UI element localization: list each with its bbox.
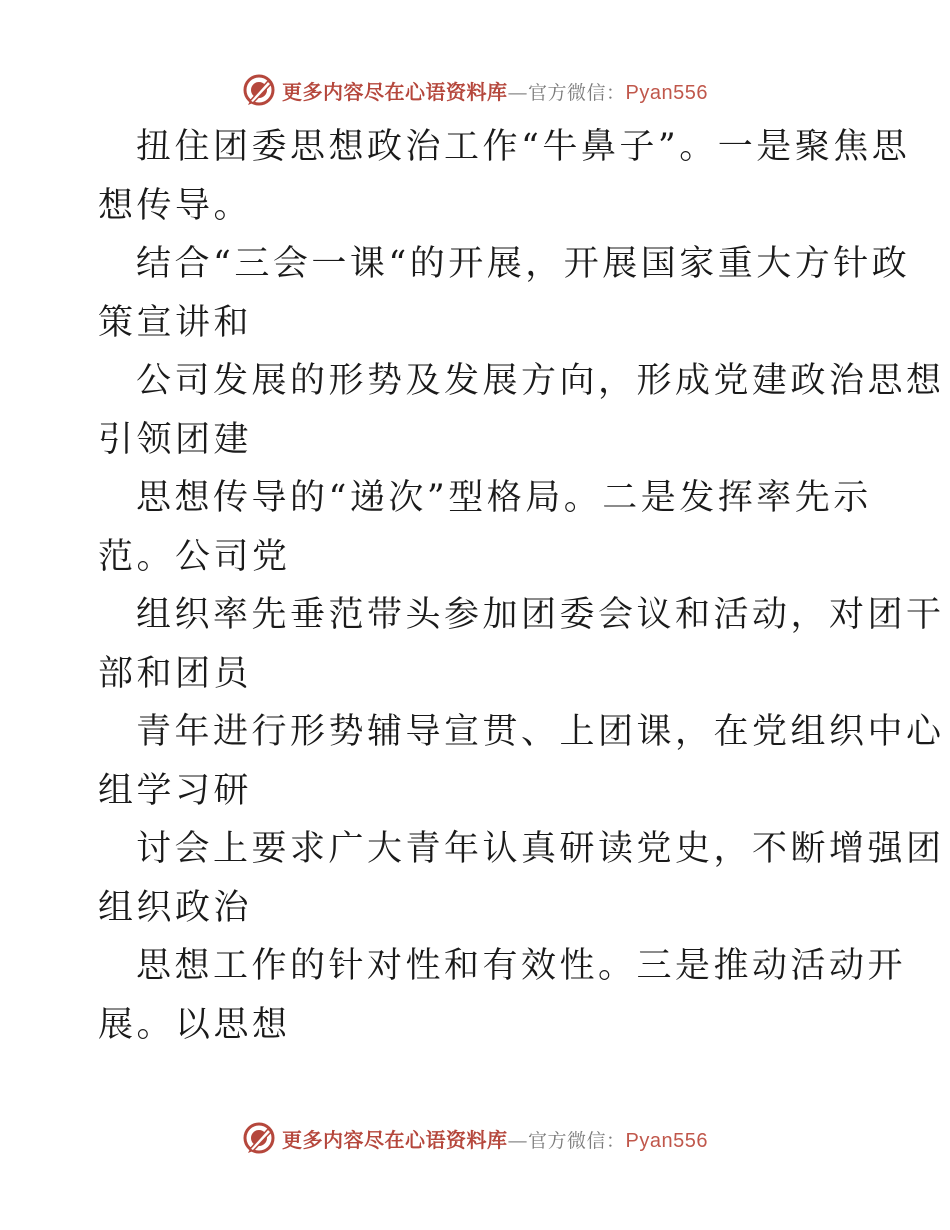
header-text xyxy=(282,76,708,105)
header-wechat-id: Pyan556 xyxy=(625,81,708,104)
body-line: 想传导。 xyxy=(98,185,253,226)
body-line: 部和团员 xyxy=(98,653,253,694)
header-banner xyxy=(0,70,950,110)
body-line: 扭住团委思想政治工作“牛鼻子”。一是聚焦思 xyxy=(136,127,911,167)
header-brand: 更多内容尽在心语资料库 xyxy=(282,79,508,104)
body-line: 思想工作的针对性和有效性。三是推动活动开 xyxy=(136,946,907,986)
header-wechat-label: 官方微信： xyxy=(528,81,626,104)
footer-wechat-id: Pyan556 xyxy=(625,1129,708,1152)
body-line: 展。以思想 xyxy=(98,1004,291,1045)
footer-brand: 更多内容尽在心语资料库 xyxy=(282,1127,508,1152)
footer-dash: — xyxy=(507,1127,528,1152)
body-line: 讨会上要求广大青年认真研读党史，不断增强团 xyxy=(136,829,945,869)
body-line: 组织政治 xyxy=(98,887,253,928)
footer-wechat-label: 官方微信： xyxy=(528,1129,626,1152)
body-line: 范。公司党 xyxy=(98,536,291,577)
body-line: 引领团建 xyxy=(98,419,253,460)
footer-text xyxy=(282,1124,708,1153)
pen-logo-icon xyxy=(242,1121,276,1155)
body-line: 结合“三会一课“的开展，开展国家重大方针政 xyxy=(136,244,911,284)
document-body xyxy=(98,118,945,1054)
pen-logo-icon xyxy=(242,73,276,107)
body-line: 公司发展的形势及发展方向，形成党建政治思想 xyxy=(136,361,945,401)
body-line: 组学习研 xyxy=(98,770,253,811)
body-line: 组织率先垂范带头参加团委会议和活动，对团干 xyxy=(136,595,945,635)
body-line: 青年进行形势辅导宣贯、上团课，在党组织中心 xyxy=(136,712,945,752)
footer-banner xyxy=(0,1118,950,1158)
body-line: 策宣讲和 xyxy=(98,302,253,343)
body-line: 思想传导的“递次”型格局。二是发挥率先示 xyxy=(136,478,872,518)
header-dash: — xyxy=(507,79,528,104)
